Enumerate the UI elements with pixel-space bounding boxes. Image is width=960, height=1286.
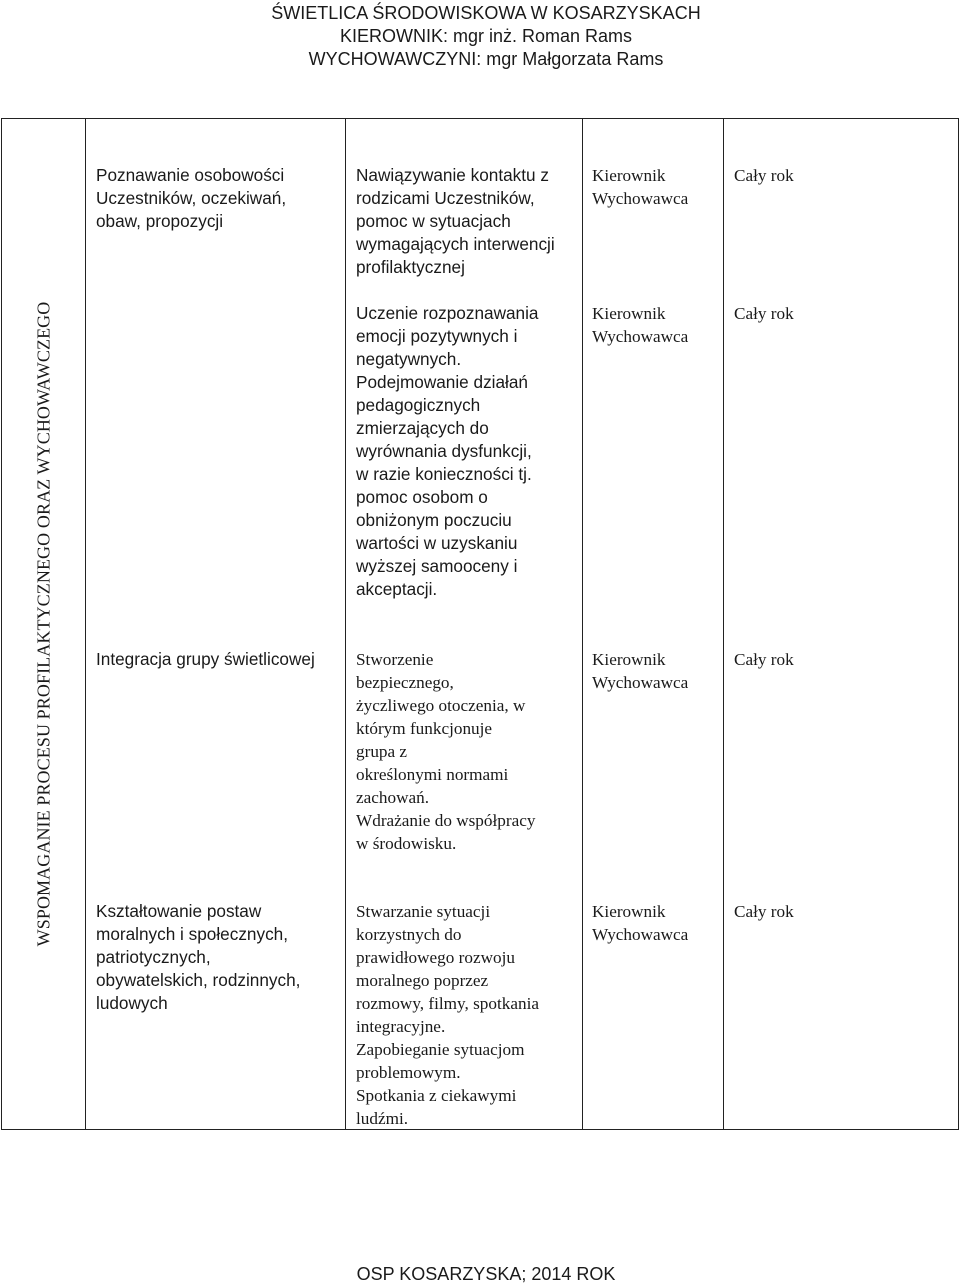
area-cell: Kształtowanie postaw moralnych i społecznych, patriotycznych, obywatelskich, rodzinnych, ludowych (96, 901, 301, 1013)
tasks-cell: Uczenie rozpoznawania emocji pozytywnych i negatywnych. Podejmowanie działań pedagogicznych zmierzających do wyrównania dysfunkcji, w razie konieczności tj. pomoc osobom o obniżonym poczuciu wartości w uzyskaniu wyższej samooceny i akceptacji. (356, 303, 539, 599)
side-label: WSPOMAGANIE PROCESU PROFILAKTYCZNEGO ORAZ WYCHOWAWCZEGO (33, 301, 54, 947)
tasks-cell: Nawiązywanie kontaktu z rodzicami Uczestników, pomoc w sytuacjach wymagających interwencji profilaktycznej (356, 165, 555, 277)
side-label-cell (2, 119, 86, 1129)
column-divider (345, 119, 346, 1129)
tasks-cell: Stwarzanie sytuacji korzystnych do prawidłowego rozwoju moralnego poprzez rozmowy, filmy, spotkania integracyjne. Zapobieganie sytuacjom problemowym. Spotkania z ciekawymi ludźmi. (356, 902, 539, 1128)
column-divider (723, 119, 724, 1129)
header-educator: WYCHOWAWCZYNI: mgr Małgorzata Rams (308, 49, 664, 69)
responsible-cell: Kierownik Wychowawca (592, 304, 689, 346)
plan-table (1, 118, 959, 1130)
time-cell: Cały rok (734, 902, 794, 921)
responsible-cell: Kierownik Wychowawca (592, 650, 689, 692)
tasks-cell: Stworzenie bezpiecznego, życzliwego otoczenia, w którym funkcjonuje grupa z określonymi normami zachowań. Wdrażanie do współpracy w środowisku. (356, 650, 536, 853)
area-cell: Poznawanie osobowości Uczestników, oczekiwań, obaw, propozycji (96, 165, 287, 231)
document-footer: OSP KOSARZYSKA; 2014 ROK (356, 1264, 616, 1284)
header-manager: KIEROWNIK: mgr inż. Roman Rams (339, 26, 633, 46)
responsible-cell: Kierownik Wychowawca (592, 166, 689, 208)
area-cell: Integracja grupy świetlicowej (96, 649, 315, 669)
responsible-cell: Kierownik Wychowawca (592, 902, 689, 944)
time-cell: Cały rok (734, 166, 794, 185)
time-cell: Cały rok (734, 304, 794, 323)
header-institution: ŚWIETLICA ŚRODOWISKOWA W KOSARZYSKACH (271, 3, 701, 23)
time-cell: Cały rok (734, 650, 794, 669)
